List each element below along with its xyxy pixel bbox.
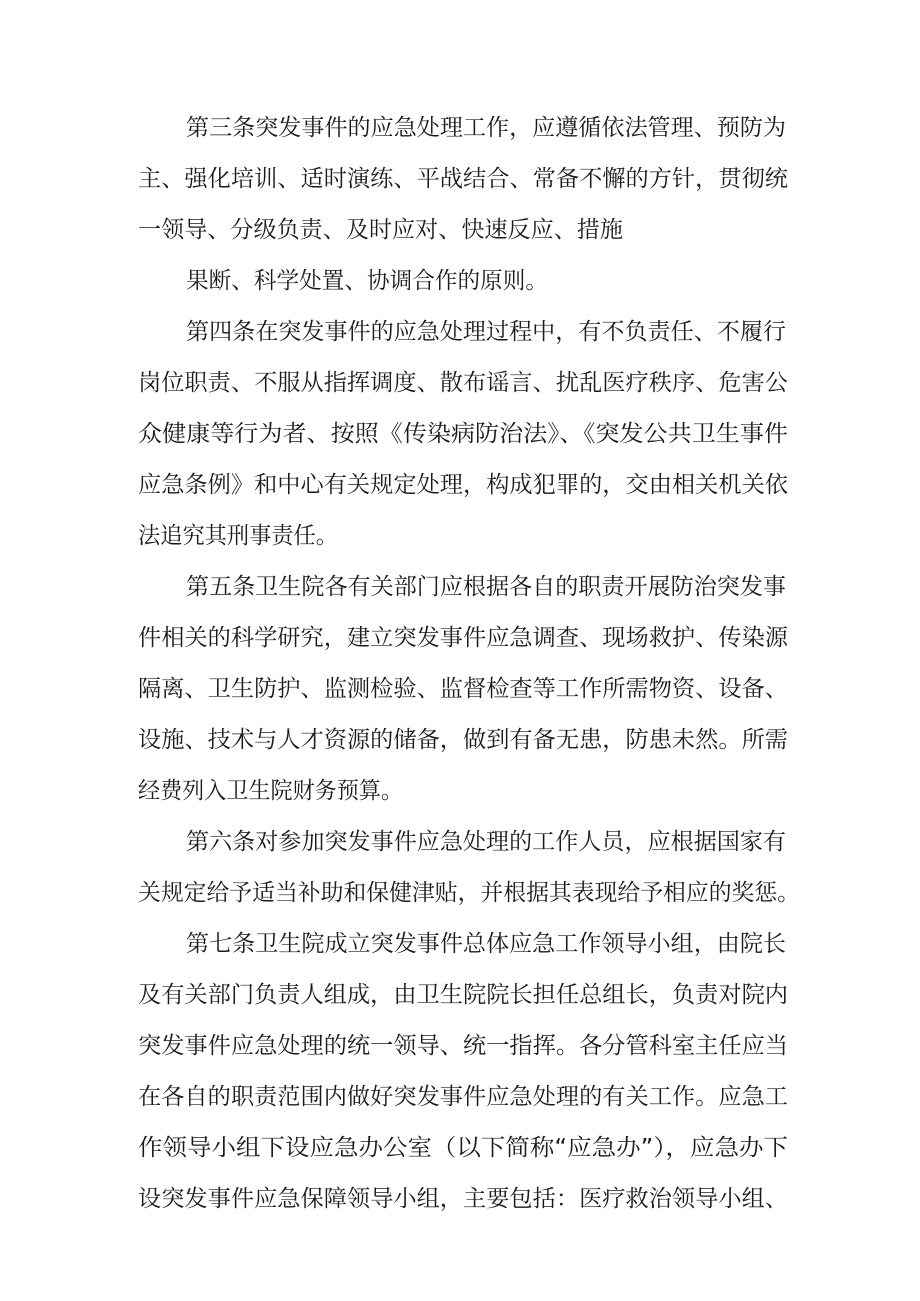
text-line (0, 720, 920, 760)
text-line (0, 1077, 920, 1117)
text-line (0, 363, 920, 403)
text-line (0, 822, 920, 862)
text-line (0, 924, 920, 964)
line-text: 第七条卫生院成立突发事件总体应急工作领导小组，由院长 (186, 931, 787, 957)
text-line (0, 1179, 920, 1219)
line-text: 第五条卫生院各有关部门应根据各自的职责开展防治突发事 (186, 574, 787, 600)
text-line (0, 1128, 920, 1168)
line-text: 及有关部门负责人组成，由卫生院院长担任总组长，负责对院内 (138, 982, 788, 1008)
text-line (0, 465, 920, 505)
text-line (0, 159, 920, 199)
line-text: 岗位职责、不服从指挥调度、散布谣言、扰乱医疗秩序、危害公 (138, 370, 788, 396)
text-line (0, 108, 920, 148)
text-line (0, 210, 920, 250)
line-text: 第四条在突发事件的应急处理过程中，有不负责任、不履行 (186, 319, 787, 345)
line-text: 一领导、分级负责、及时应对、快速反应、措施 (138, 217, 623, 243)
text-line (0, 618, 920, 658)
line-text: 果断、科学处置、协调合作的原则。 (186, 268, 548, 294)
text-line (0, 1026, 920, 1066)
line-text: 众健康等行为者、按照《传染病防治法》、《突发公共卫生事件 (138, 421, 789, 447)
line-text: 关规定给予适当补助和保健津贴，并根据其表现给予相应的奖惩。 (138, 880, 800, 906)
line-text: 设施、技术与人才资源的储备，做到有备无患，防患未然。所需 (138, 727, 788, 753)
text-line (0, 414, 920, 454)
line-text: 作领导小组下设应急办公室（以下简称“应急办”），应急办下 (138, 1135, 788, 1161)
text-line (0, 312, 920, 352)
text-line (0, 567, 920, 607)
line-text: 设突发事件应急保障领导小组，主要包括：医疗救治领导小组、 (138, 1186, 788, 1212)
line-text: 件相关的科学研究，建立突发事件应急调查、现场救护、传染源 (138, 625, 788, 651)
line-text: 第三条突发事件的应急处理工作，应遵循依法管理、预防为 (186, 115, 787, 141)
text-line (0, 771, 920, 811)
line-text: 主、强化培训、适时演练、平战结合、常备不懈的方针，贯彻统 (138, 166, 788, 192)
line-text: 在各自的职责范围内做好突发事件应急处理的有关工作。应急工 (138, 1084, 788, 1110)
text-line (0, 669, 920, 709)
line-text: 应急条例》和中心有关规定处理，构成犯罪的，交由相关机关依 (138, 472, 788, 498)
line-text: 法追究其刑事责任。 (138, 523, 338, 549)
line-text: 突发事件应急处理的统一领导、统一指挥。各分管科室主任应当 (138, 1033, 788, 1059)
line-text: 第六条对参加突发事件应急处理的工作人员，应根据国家有 (186, 829, 787, 855)
text-line (0, 975, 920, 1015)
text-line (0, 516, 920, 556)
line-text: 隔离、卫生防护、监测检验、监督检查等工作所需物资、设备、 (138, 676, 788, 702)
text-line (0, 873, 920, 913)
line-text: 经费列入卫生院财务预算。 (138, 778, 403, 804)
text-line (0, 261, 920, 301)
